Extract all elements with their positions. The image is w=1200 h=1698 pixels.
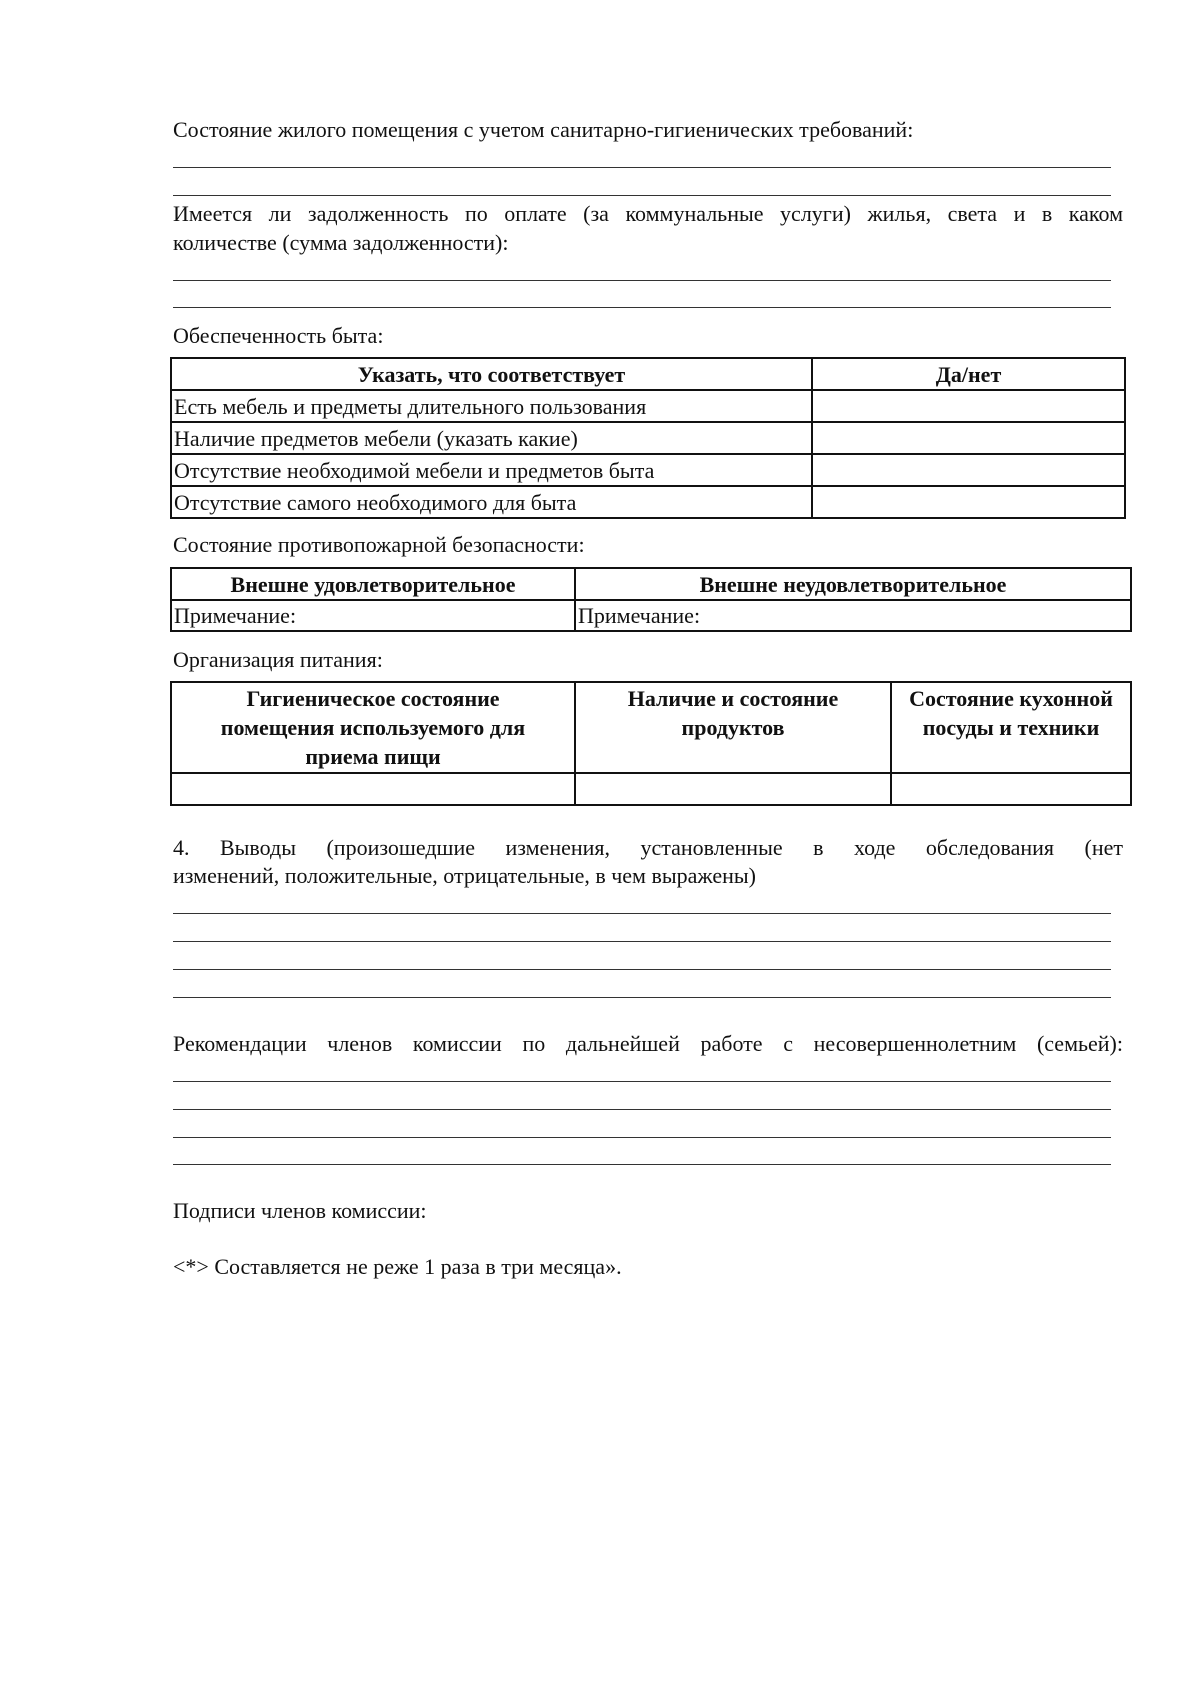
column-header: Внешне удовлетворительное — [171, 568, 575, 600]
nutrition-table — [170, 681, 1132, 806]
row-label: Отсутствие самого необходимого для быта — [171, 486, 812, 518]
table-row — [171, 486, 1125, 518]
fill-line — [173, 1164, 1111, 1165]
fill-line — [173, 195, 1111, 196]
fill-line — [173, 997, 1111, 998]
debt-question-line1: Имеется ли задолженность по оплате (за коммунальные услуги) жилья, света и в каком — [173, 201, 1123, 226]
input-cell[interactable] — [891, 773, 1131, 805]
column-header: Состояние кухонной посуды и техники — [891, 682, 1131, 773]
yes-no-cell[interactable] — [812, 390, 1125, 422]
nutrition-label: Организация питания: — [173, 647, 383, 672]
input-cell[interactable] — [575, 773, 891, 805]
fill-line — [173, 913, 1111, 914]
note-cell[interactable]: Примечание: — [575, 600, 1131, 631]
footnote: <*> Составляется не реже 1 раза в три месяца». — [173, 1254, 622, 1279]
fill-line — [173, 1137, 1111, 1138]
fill-line — [173, 307, 1111, 308]
row-label: Наличие предметов мебели (указать какие) — [171, 422, 812, 454]
recommendations-label: Рекомендации членов комиссии по дальнейшей работе с несовершеннолетним (семьей): — [173, 1031, 1123, 1056]
column-header: Гигиеническое состояние помещения используемого для приема пищи — [171, 682, 575, 773]
fill-line — [173, 280, 1111, 281]
column-header: Наличие и состояние продуктов — [575, 682, 891, 773]
table-row — [171, 600, 1131, 631]
yes-no-cell[interactable] — [812, 486, 1125, 518]
column-header: Указать, что соответствует — [171, 358, 812, 390]
debt-question-line2: количестве (сумма задолженности): — [173, 230, 509, 255]
fire-safety-table — [170, 567, 1132, 632]
fill-line — [173, 969, 1111, 970]
yes-no-cell[interactable] — [812, 422, 1125, 454]
table-row — [171, 422, 1125, 454]
fill-line — [173, 167, 1111, 168]
fill-line — [173, 941, 1111, 942]
yes-no-cell[interactable] — [812, 454, 1125, 486]
column-header: Внешне неудовлетворительное — [575, 568, 1131, 600]
table-row — [171, 390, 1125, 422]
living-provision-table — [170, 357, 1126, 519]
input-cell[interactable] — [171, 773, 575, 805]
housing-state-label: Состояние жилого помещения с учетом санитарно-гигиенических требований: — [173, 117, 914, 142]
conclusions-line2: изменений, положительные, отрицательные, в чем выражены) — [173, 863, 756, 888]
note-cell[interactable]: Примечание: — [171, 600, 575, 631]
fire-safety-label: Состояние противопожарной безопасности: — [173, 532, 585, 557]
row-label: Отсутствие необходимой мебели и предметов быта — [171, 454, 812, 486]
signatures-label: Подписи членов комиссии: — [173, 1198, 427, 1223]
fill-line — [173, 1081, 1111, 1082]
table-row — [171, 454, 1125, 486]
living-provision-label: Обеспеченность быта: — [173, 323, 384, 348]
column-header: Да/нет — [812, 358, 1125, 390]
table-row — [171, 773, 1131, 805]
fill-line — [173, 1109, 1111, 1110]
conclusions-line1: 4. Выводы (произошедшие изменения, установленные в ходе обследования (нет — [173, 835, 1123, 860]
row-label: Есть мебель и предметы длительного пользования — [171, 390, 812, 422]
